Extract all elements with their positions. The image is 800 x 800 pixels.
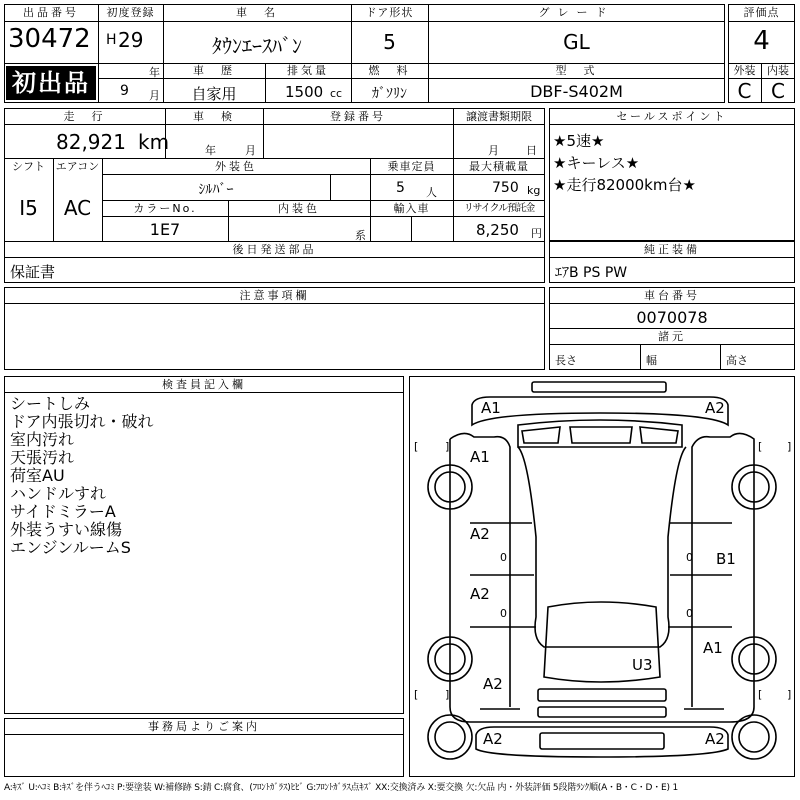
damage-mark-rear-bumper-left: A2: [483, 730, 503, 748]
history-label: 車 歴: [193, 64, 235, 77]
damage-mark-front-right: A2: [705, 399, 725, 417]
shift-label: シフト: [12, 160, 45, 173]
max-load: 750: [492, 180, 519, 196]
model-code: DBF-S402M: [530, 82, 623, 101]
recycle-deposit: 8,250: [476, 221, 519, 239]
air-conditioner: AC: [63, 196, 92, 220]
interior-color-unit: 系: [355, 229, 366, 242]
year-unit: 年: [149, 66, 160, 79]
exterior-grade: C: [737, 79, 752, 103]
transfer-deadline-label: 譲渡書類期限: [466, 110, 532, 123]
damage-mark-rear-door-left: A2: [470, 585, 490, 603]
registration-label: 登録番号: [330, 110, 386, 123]
sales-point-3: ★走行82000km台★: [553, 176, 696, 194]
inspector-note: エンジンルームS: [10, 538, 131, 557]
displacement-unit: cc: [330, 87, 343, 100]
equipment-value: ｴｱB PS PW: [555, 265, 628, 281]
inspector-note: 室内汚れ: [10, 430, 75, 449]
first-registration-month: 9: [120, 83, 129, 99]
score-label: 評価点: [743, 6, 780, 19]
chassis-number-label: 車台番号: [644, 289, 700, 302]
first-registration-label: 初度登録: [106, 6, 155, 19]
inspector-note: シートしみ: [10, 394, 91, 413]
damage-code-legend: A:ｷｽﾞ U:ﾍｺﾐ B:ｷｽﾞを伴うﾍｺﾐ P:要塗装 W:補修跡 S:錆 C:腐食、(ﾌﾛﾝﾄｶﾞﾗｽ)ﾋﾋﾞ G:ﾌﾛﾝﾄｶﾞﾗｽ点ｷｽﾞ XX:交換済み X:要交換 欠:欠品 内・外装評価 5段階ﾗﾝｸ順(A・B・C・D・E) 1: [4, 783, 679, 793]
max-load-unit: kg: [527, 184, 541, 197]
air-conditioner-label: エアコン: [55, 160, 100, 173]
door-type-label: ドア形状: [365, 6, 414, 19]
capacity-label: 乗車定員: [387, 160, 436, 173]
bracket-close: ]: [445, 440, 450, 453]
later-parts-label: 後日発送部品: [232, 243, 317, 256]
zero-mark: 0: [686, 551, 693, 564]
bracket-close: ]: [787, 440, 792, 453]
height-label: 高さ: [726, 354, 748, 367]
lot-number: 30472: [8, 24, 91, 54]
equipment-label: 純正装備: [644, 243, 700, 256]
vehicle-outline-svg: [410, 377, 794, 776]
interior-grade-label: 内装: [767, 64, 789, 77]
damage-mark-fender-left: A1: [470, 448, 490, 466]
inspector-note: ハンドルすれ: [10, 484, 107, 503]
vehicle-diagram: [409, 376, 795, 777]
shift: I5: [19, 196, 38, 220]
era: H: [106, 32, 117, 48]
inspector-label: 検査員記入欄: [162, 378, 246, 391]
color-number: 1E7: [149, 220, 181, 239]
mileage-unit: km: [138, 130, 170, 154]
inspector-note: 天張汚れ: [10, 448, 75, 467]
exterior-grade-label: 外装: [733, 64, 756, 77]
length-label: 長さ: [555, 354, 577, 367]
score: 4: [753, 26, 770, 56]
zero-mark: 0: [500, 551, 507, 564]
capacity: 5: [396, 180, 405, 196]
inspector-note: サイドミラーA: [10, 502, 116, 521]
inspection-month-unit: 月: [245, 144, 256, 157]
inspector-notes-list: [10, 395, 154, 557]
damage-mark-front-door-left: A2: [470, 525, 490, 543]
recycle-deposit-label: リサイクル預託金: [463, 203, 535, 214]
inspection-label: 車 検: [193, 110, 235, 123]
interior-color-label: 内装色: [278, 202, 320, 215]
grade: GL: [563, 30, 590, 54]
dimensions-label: 諸元: [658, 330, 686, 343]
bracket-open: [: [758, 440, 763, 453]
damage-mark-rear-right: A1: [703, 639, 723, 657]
notes-label: 注意事項欄: [239, 289, 310, 302]
sales-point-2: ★キーレス★: [553, 154, 640, 172]
damage-mark-front-left: A1: [481, 399, 501, 417]
sales-point-1: ★5速★: [553, 132, 605, 150]
inspection-year-unit: 年: [205, 144, 216, 157]
displacement: 1500: [285, 83, 324, 101]
damage-mark-quarter-left: A2: [483, 675, 503, 693]
transfer-month-unit: 月: [488, 144, 499, 157]
sales-point-label: セールスポイント: [616, 110, 728, 123]
lot-number-label: 出品番号: [23, 6, 79, 19]
displacement-label: 排気量: [287, 64, 329, 77]
later-parts: 保証書: [10, 263, 56, 281]
max-load-label: 最大積載量: [469, 160, 529, 173]
door-type: 5: [383, 30, 396, 54]
model-label: 型 式: [555, 64, 598, 77]
bracket-open: [: [414, 688, 419, 701]
recycle-unit: 円: [531, 227, 542, 240]
bracket-open: [: [414, 440, 419, 453]
car-name: ﾀｳﾝｴｰｽﾊﾞﾝ: [212, 34, 302, 58]
first-registration-year: 29: [118, 28, 144, 52]
inspector-note: 荷室AU: [10, 466, 65, 485]
damage-mark-rear-bumper-right: A2: [705, 730, 725, 748]
mileage: 82,921: [56, 130, 126, 154]
bracket-open: [: [758, 688, 763, 701]
damage-mark-door-right: B1: [716, 550, 736, 568]
inspector-note: 外装うすい線傷: [10, 520, 123, 539]
capacity-unit: 人: [426, 186, 437, 199]
damage-mark-roof-rear: U3: [632, 656, 653, 674]
interior-grade: C: [771, 79, 785, 103]
bracket-close: ]: [787, 688, 792, 701]
fuel: ｶﾞｿﾘﾝ: [372, 86, 407, 102]
exterior-color-label: 外装色: [215, 160, 257, 173]
bracket-close: ]: [445, 688, 450, 701]
transfer-day-unit: 日: [526, 144, 537, 157]
first-listing-badge: 初出品: [6, 66, 96, 100]
import-label: 輸入車: [393, 202, 430, 215]
month-unit: 月: [149, 89, 160, 102]
zero-mark: 0: [686, 607, 693, 620]
fuel-label: 燃 料: [368, 64, 411, 77]
grade-label: グレード: [538, 6, 615, 19]
zero-mark: 0: [500, 607, 507, 620]
office-notice-label: 事務局よりご案内: [148, 720, 260, 733]
color-number-label: カラーNo.: [133, 202, 197, 215]
exterior-color: ｼﾙﾊﾞｰ: [198, 182, 234, 198]
history: 自家用: [191, 85, 237, 103]
car-name-label: 車 名: [236, 6, 278, 19]
chassis-number: 0070078: [636, 308, 708, 327]
inspector-note: ドア内張切れ・破れ: [10, 412, 154, 431]
width-label: 幅: [646, 354, 657, 367]
mileage-label: 走 行: [63, 110, 106, 123]
